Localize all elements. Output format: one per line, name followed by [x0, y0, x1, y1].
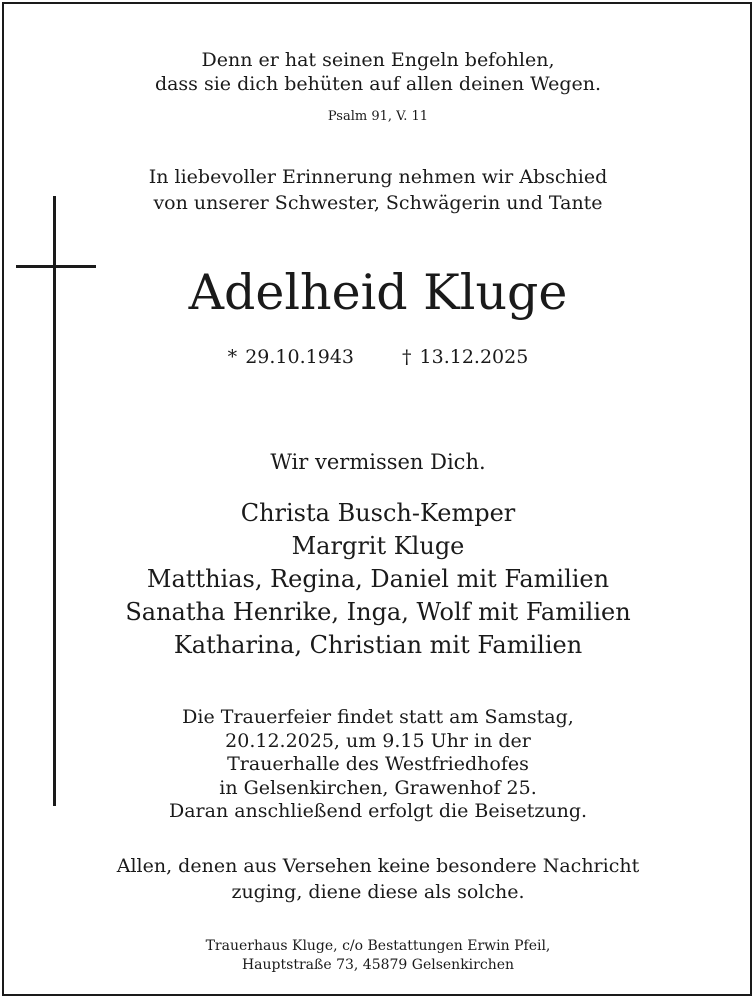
intro-text [0, 164, 756, 216]
farewell-line: Wir vermissen Dich. [270, 450, 486, 474]
service-line: Die Trauerfeier findet statt am Samstag, [182, 706, 574, 728]
mourner-line: Christa Busch-Kemper [240, 499, 516, 527]
mourner-line: Sanatha Henrike, Inga, Wolf mit Familien [125, 598, 631, 626]
notice-text [0, 853, 756, 905]
deceased-name: Adelheid Kluge [188, 264, 568, 321]
service-info [0, 706, 756, 824]
intro-line: In liebevoller Erinnerung nehmen wir Abschied [148, 166, 608, 188]
service-line: Trauerhalle des Westfriedhofes [227, 753, 529, 775]
verse-reference: Psalm 91, V. 11 [327, 109, 429, 124]
death-date: † 13.12.2025 [402, 346, 529, 368]
life-dates [0, 344, 756, 370]
footer-line: Trauerhaus Kluge, c/o Bestattungen Erwin Pfeil, [205, 938, 551, 954]
bible-verse [0, 48, 756, 96]
verse-line: Denn er hat seinen Engeln befohlen, [201, 49, 555, 71]
service-line: Daran anschließend erfolgt die Beisetzung. [168, 800, 588, 822]
notice-line: Allen, denen aus Versehen keine besondere Nachricht [116, 855, 640, 877]
mourner-line: Matthias, Regina, Daniel mit Familien [146, 565, 610, 593]
footer-line: Hauptstraße 73, 45879 Gelsenkirchen [241, 957, 515, 973]
service-line: 20.12.2025, um 9.15 Uhr in der [225, 729, 531, 752]
funeral-home-address [0, 937, 756, 975]
notice-line: zuging, diene diese als solche. [231, 881, 525, 903]
intro-line: von unserer Schwester, Schwägerin und Tante [153, 192, 603, 214]
verse-line: dass sie dich behüten auf allen deinen Wegen. [154, 73, 602, 95]
birth-date: * 29.10.1943 [227, 346, 354, 368]
mourner-line: Katharina, Christian mit Familien [173, 631, 583, 659]
mourners-list [0, 497, 756, 662]
service-line: in Gelsenkirchen, Grawenhof 25. [219, 776, 537, 799]
mourner-line: Margrit Kluge [291, 532, 465, 560]
